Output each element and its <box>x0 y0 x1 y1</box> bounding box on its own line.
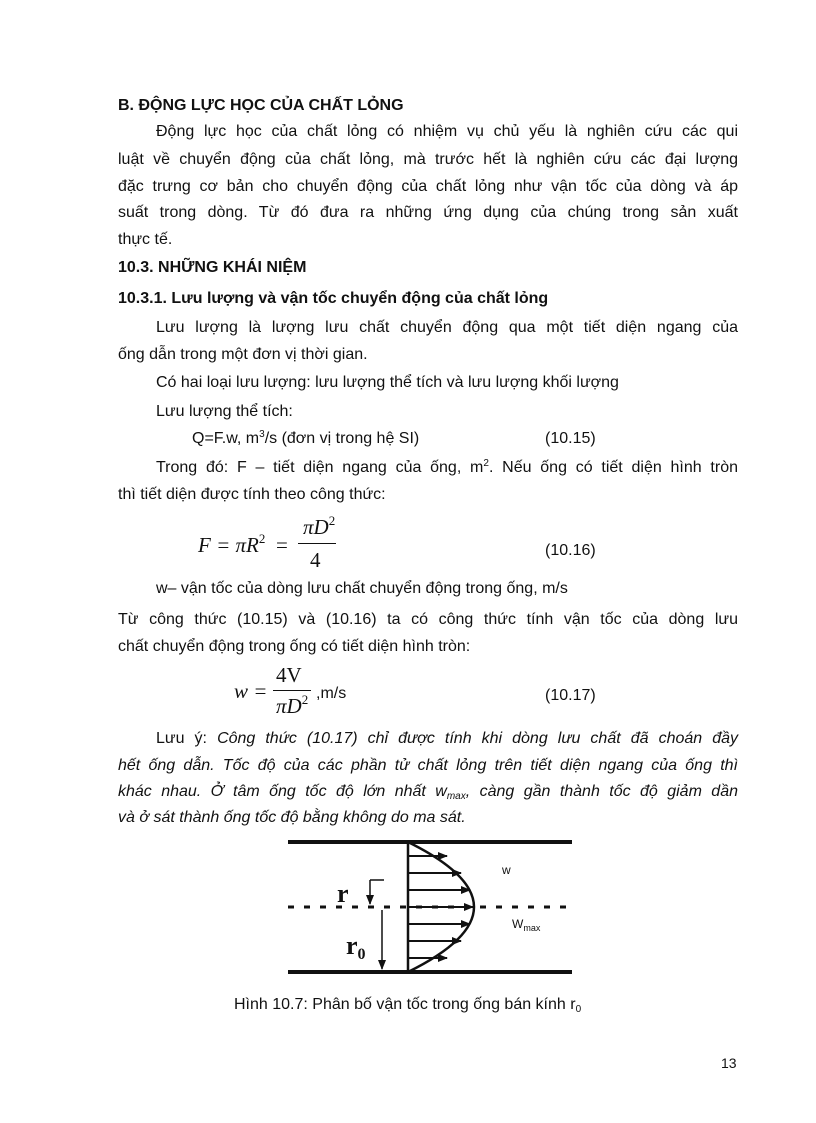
definition-line: Lưu lượng là lượng lưu chất chuyển động qua một tiết diện ngang của <box>156 319 738 336</box>
eq17-lhs: w = <box>234 679 268 703</box>
note-line: hết ống dẫn. Tốc độ của các phần tử chất lỏng trên tiết diện ngang của ống thì <box>118 757 738 774</box>
section-10-3-1-heading: 10.3.1. Lưu lượng và vận tốc chuyển động của chất lỏng <box>118 290 549 307</box>
eq16-denominator: 4 <box>310 548 321 572</box>
eq17-denominator: $\pi D^2$ <box>276 692 309 718</box>
equation-number: (10.17) <box>545 687 596 704</box>
flow-types-text: Có hai loại lưu lượng: lưu lượng thể tích và lưu lượng khối lượng <box>156 374 619 391</box>
equation-number: (10.16) <box>545 542 596 559</box>
figure-caption: Hình 10.7: Phân bố vận tốc trong ống bán kính $r_0$ <box>234 996 582 1015</box>
eq17-unit: ,m/s <box>316 685 347 702</box>
paragraph-line: Động lực học của chất lỏng có nhiệm vụ chủ yếu là nghiên cứu các qui <box>156 123 738 140</box>
from-line: Từ công thức (10.15) và (10.16) ta có công thức tính vận tốc của dòng lưu <box>118 611 738 628</box>
note-line: khác nhau. Ở tâm ống tốc độ lớn nhất $w_{max}$, càng gần thành tốc độ giảm dần <box>118 783 739 802</box>
note-line: Lưu ý: Công thức (10.17) chỉ được tính khi dòng lưu chất đã choán đầy <box>156 730 739 747</box>
equation-10-15: Q=F.w, $m^3/s$ (đơn vị trong hệ SI) <box>192 429 420 447</box>
w-label: w <box>502 863 511 877</box>
wmax-label: $W_{max}$ <box>512 917 541 933</box>
where-line: thì tiết diện được tính theo công thức: <box>118 486 386 503</box>
from-line: chất chuyển động trong ống có tiết diện hình tròn: <box>118 638 471 655</box>
note-line: và ở sát thành ống tốc độ bằng không do ma sát. <box>118 809 466 826</box>
eq16-lhs: $F = \pi R^2$ <box>198 531 266 557</box>
paragraph-line: đặc trưng cơ bản cho chuyển động của chất lỏng như vận tốc của dòng và áp <box>118 178 738 195</box>
paragraph-line: suất trong dòng. Từ đó đưa ra những ứng dụng của chúng trong sản xuất <box>118 204 738 221</box>
eq16-numerator: $\pi D^2$ <box>303 513 336 539</box>
eq17-numerator: 4V <box>276 663 302 687</box>
velocity-definition: w– vận tốc của dòng lưu chất chuyển động trong ống, m/s <box>156 580 568 597</box>
volume-flow-label: Lưu lượng thể tích: <box>156 403 293 420</box>
section-10-3-heading: 10.3. NHỮNG KHÁI NIỆM <box>118 259 307 276</box>
r0-label: r0 <box>346 931 366 963</box>
where-line: Trong đó: F – tiết diện ngang của ống, $m^2$. Nếu ống có tiết diện hình tròn <box>156 458 738 476</box>
fraction-bar <box>298 543 336 544</box>
equation-number: (10.15) <box>545 430 596 447</box>
paragraph-line: luật về chuyển động của chất lỏng, mà trước hết là nghiên cứu các đại lượng <box>118 151 738 168</box>
section-b-heading: B. ĐỘNG LỰC HỌC CỦA CHẤT LỎNG <box>118 97 404 114</box>
velocity-profile-figure <box>280 832 580 982</box>
eq16-equals: = <box>276 533 288 557</box>
paragraph-line: thực tế. <box>118 231 173 248</box>
page-number: 13 <box>721 1055 737 1071</box>
r-label: r <box>337 879 349 908</box>
definition-line: ống dẫn trong một đơn vị thời gian. <box>118 346 368 363</box>
